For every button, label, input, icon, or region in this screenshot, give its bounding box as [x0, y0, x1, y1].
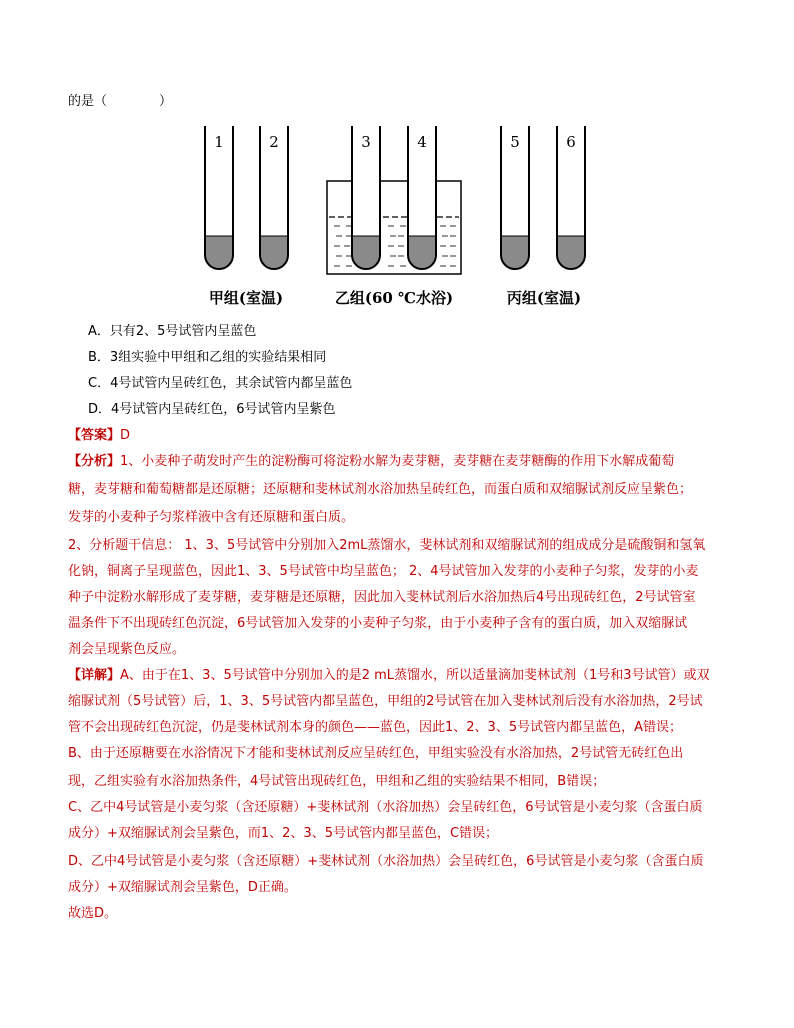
option-c: C．4号试管内呈砖红色，其余试管内都呈蓝色: [88, 376, 353, 391]
tube-label-1: 1: [214, 133, 224, 151]
analysis-line-3: 发芽的小麦种子匀浆样液中含有还原糖和蛋白质。: [68, 510, 355, 525]
detail-line-8: D、乙中4号试管是小麦匀浆（含还原糖）+斐林试剂（水浴加热）会呈砖红色，6号试管是小麦匀浆（含蛋白质: [68, 854, 704, 869]
group-label-jia: 甲组(室温): [208, 289, 284, 307]
analysis-line-6: 种子中淀粉水解形成了麦芽糖，麦芽糖是还原糖，因此加入斐林试剂后水浴加热后4号出现砖红色，2号试管室: [68, 590, 696, 605]
detail-line-7: 成分）+双缩脲试剂会呈紫色，而1、2、3、5号试管内都呈蓝色，C错误；: [68, 826, 499, 841]
analysis-tag: 【分析】: [68, 454, 121, 469]
analysis-text: 1、小麦种子萌发时产生的淀粉酶可将淀粉水解为麦芽糖，麦芽糖在麦芽糖酶的作用下水解成葡萄: [120, 454, 675, 469]
detail-line-5: 现，乙组实验有水浴加热条件，4号试管出现砖红色，甲组和乙组的实验结果不相同，B错误；: [68, 774, 606, 789]
analysis-line-5: 化钠，铜离子呈现蓝色，因此1、3、5号试管中均呈蓝色； 2、4号试管加入发芽的小麦种子匀浆，发芽的小麦: [68, 564, 699, 579]
test-tube-6: [557, 126, 585, 269]
detail-line-1: [68, 668, 710, 684]
analysis-line-2: 糖，麦芽糖和葡萄糖都是还原糖；还原糖和斐林试剂水浴加热呈砖红色，而蛋白质和双缩脲试剂反应呈紫色；: [68, 482, 693, 497]
detail-line-2: 缩脲试剂（5号试管）后，1、3、5号试管内都呈蓝色，甲组的2号试管在加入斐林试剂后没有水浴加热，2号试: [68, 694, 703, 709]
analysis-line-7: 温条件下不出现砖红色沉淀，6号试管加入发芽的小麦种子匀浆，由于小麦种子含有的蛋白质，加入双缩脲试: [68, 616, 688, 631]
test-tube-2: [260, 126, 288, 269]
detail-line-4: B、由于还原糖要在水浴情况下才能和斐林试剂反应呈砖红色，甲组实验没有水浴加热，2号试管无砖红色出: [68, 746, 684, 761]
tube-label-5: 5: [510, 133, 520, 151]
answer-value: D: [120, 428, 131, 443]
detail-tag: 【详解】: [68, 668, 121, 683]
detail-line-9: 成分）+双缩脲试剂会呈紫色，D正确。: [68, 880, 297, 895]
test-tube-1: [205, 126, 233, 269]
water-bath-beaker: [327, 181, 461, 274]
tube-label-6: 6: [566, 133, 576, 151]
analysis-line-4: 2、分析题干信息： 1、3、5号试管中分别加入2mL蒸馏水，斐林试剂和双缩脲试剂的组成成分是硫酸铜和氢氧: [68, 538, 706, 553]
tube-label-4: 4: [417, 133, 427, 151]
test-tube-4: [408, 126, 436, 269]
detail-line-3: 管不会出现砖红色沉淀，仍是斐林试剂本身的颜色——蓝色，因此1、2、3、5号试管内都呈蓝色，A错误；: [68, 720, 682, 735]
option-d: D．4号试管内呈砖红色，6号试管内呈紫色: [88, 402, 336, 417]
question-stem: 的是（ ）: [68, 94, 173, 109]
answer-tag: 【答案】: [68, 428, 121, 443]
answer-line: [68, 428, 130, 444]
conclusion: 故选D。: [68, 906, 118, 921]
test-tube-5: [501, 126, 529, 269]
analysis-line-8: 剂会呈现紫色反应。: [68, 642, 186, 657]
test-tube-3: [352, 126, 380, 269]
tube-label-3: 3: [361, 133, 371, 151]
analysis-line-1: [68, 454, 674, 470]
option-a: A．只有2、5号试管内呈蓝色: [88, 324, 257, 339]
option-b: B．3组实验中甲组和乙组的实验结果相同: [88, 350, 327, 365]
tube-label-2: 2: [269, 133, 279, 151]
detail-line-6: C、乙中4号试管是小麦匀浆（含还原糖）+斐林试剂（水浴加热）会呈砖红色，6号试管是小麦匀浆（含蛋白质: [68, 800, 703, 815]
group-label-yi: 乙组(60 ℃水浴): [334, 289, 454, 307]
group-label-bing: 丙组(室温): [506, 289, 582, 307]
detail-text: A、由于在1、3、5号试管中分别加入的是2 mL蒸馏水，所以适量滴加斐林试剂（1号和3号试管）或双: [120, 668, 710, 683]
